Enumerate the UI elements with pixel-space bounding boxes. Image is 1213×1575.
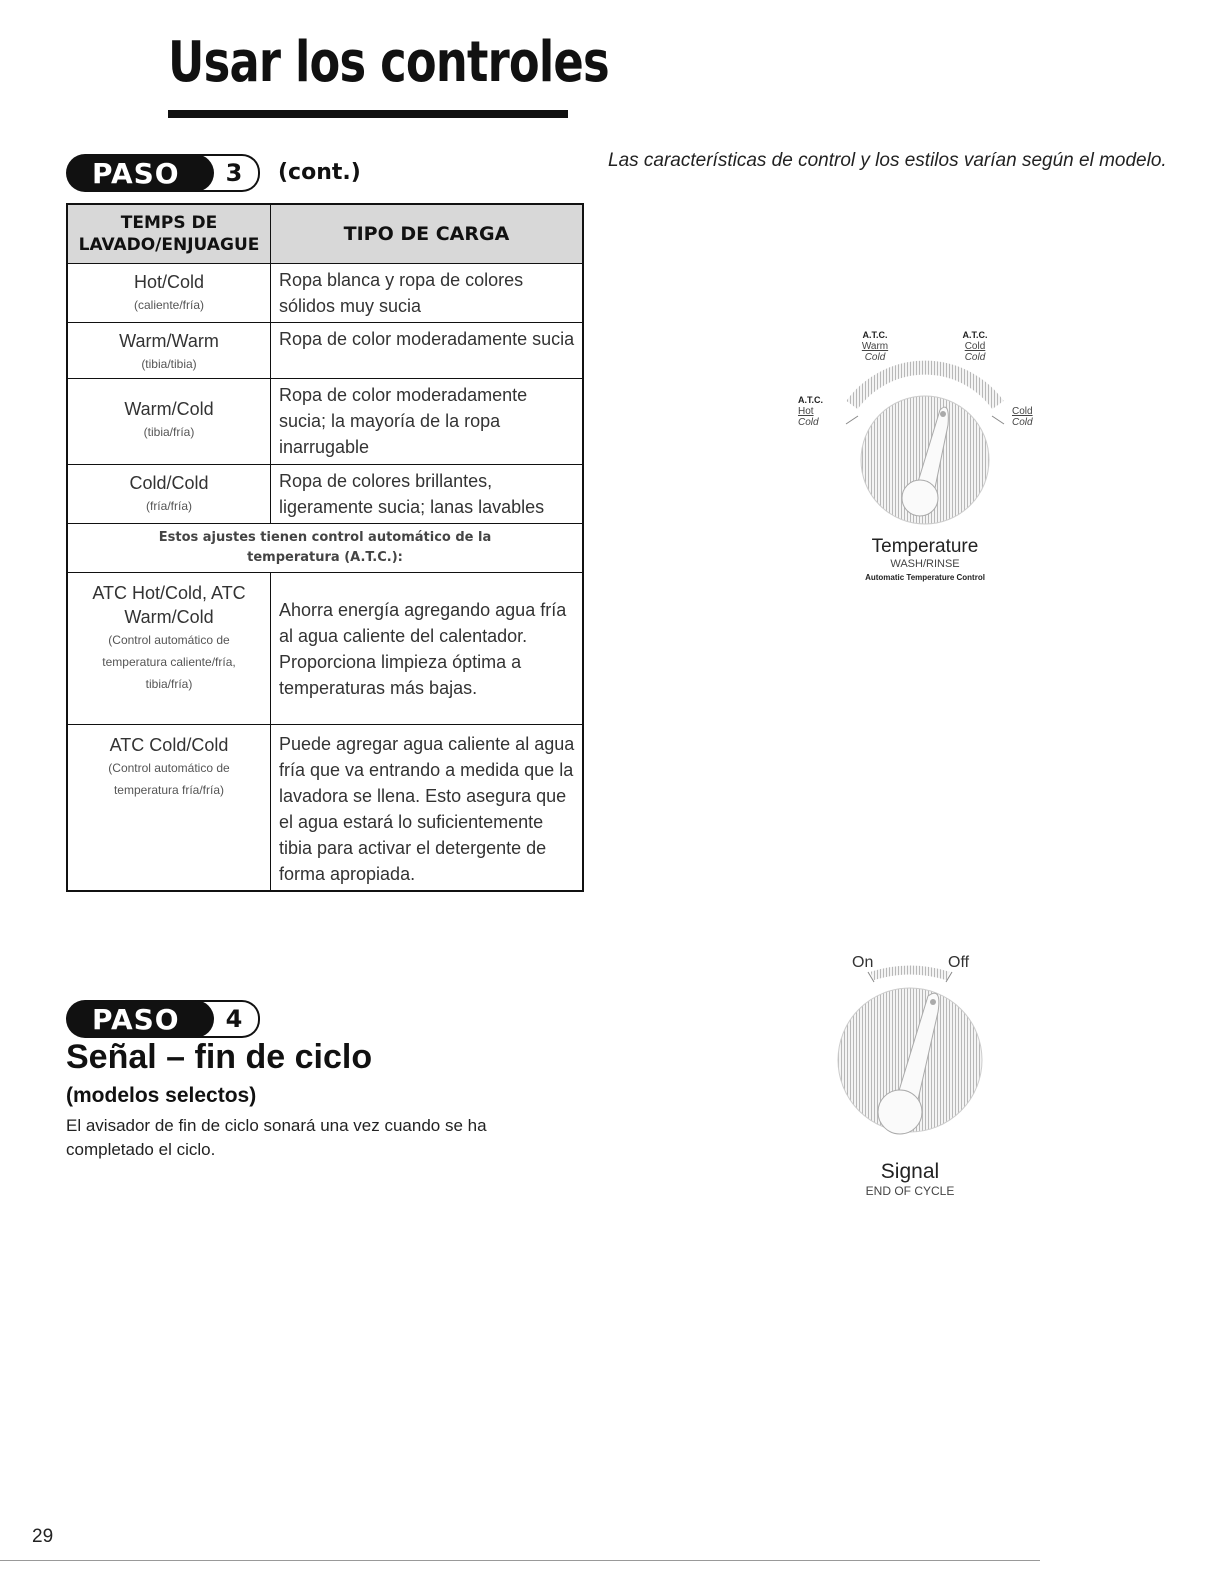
signal-dial [820, 950, 1000, 1210]
load-description: Ropa de color moderadamente sucia [271, 323, 584, 379]
temp-translation: (tibia/fría) [143, 425, 195, 439]
load-description: Puede agregar agua caliente al agua fría que va entrando a medida que la lavadora se llena. Esto asegura que el agua estará lo suficientemente tibia para activar el detergente de forma apropiada. [271, 725, 584, 892]
temperature-knob-icon [790, 330, 1060, 540]
page-title: Usar los controles [168, 30, 609, 95]
paso-4-badge [66, 1000, 260, 1038]
signal-subtitle: END OF CYCLE [865, 1184, 955, 1198]
title-rule [168, 110, 568, 118]
signal-title: Signal [880, 1160, 940, 1183]
section-subtitle: (modelos selectos) [66, 1084, 257, 1107]
paso-label: PASO [66, 1000, 200, 1038]
header-temps: TEMPS DE LAVADO/ENJUAGUE [67, 204, 271, 264]
dial-caption: Automatic Temperature Control [865, 573, 985, 582]
signal-on-label: On [852, 954, 874, 971]
temp-translation: (Control automático de temperatura caliente/fría, tibia/fría) [102, 633, 236, 691]
section-title: Señal – fin de ciclo [66, 1038, 373, 1076]
temp-translation: (tibia/tibia) [141, 357, 197, 371]
table-row [67, 725, 583, 892]
atc-note-row [67, 524, 583, 573]
paso-3-cont: (cont.) [278, 160, 361, 185]
bottom-rule [0, 1560, 1040, 1561]
temp-translation: (Control automático de temperatura fría/fría) [108, 761, 230, 797]
temperature-dial [790, 330, 1060, 600]
paso-number: 4 [200, 1000, 261, 1038]
load-description: Ropa de colores brillantes, ligeramente sucia; lanas lavables [271, 465, 584, 524]
temp-setting: ATC Cold/Cold [109, 735, 229, 755]
temp-setting: ATC Hot/Cold, ATC Warm/Cold [92, 583, 246, 627]
table-row [67, 379, 583, 465]
model-note: Las características de control y los estilos varían según el modelo. [608, 150, 1167, 171]
signal-off-label: Off [948, 954, 970, 971]
dial-label-right-cold: Cold Cold [1012, 406, 1033, 428]
dial-label-warm-cold: A.T.C. Warm Cold [861, 330, 889, 363]
signal-knob-icon [820, 950, 1000, 1160]
table-row [67, 573, 583, 725]
temp-translation: (fría/fría) [145, 499, 192, 513]
table-row [67, 264, 583, 323]
temp-setting: Cold/Cold [129, 473, 209, 493]
table-row [67, 465, 583, 524]
paso-number: 3 [200, 154, 261, 192]
header-load-type: TIPO DE CARGA [271, 204, 584, 264]
load-description: Ahorra energía agregando agua fría al agua caliente del calentador. Proporciona limpieza óptima a temperaturas más bajas. [271, 573, 584, 725]
atc-note: Estos ajustes tienen control automático de la temperatura (A.T.C.): [67, 524, 583, 573]
dial-title: Temperature [871, 536, 979, 557]
temp-setting: Warm/Warm [119, 331, 219, 351]
load-description: Ropa de color moderadamente sucia; la mayoría de la ropa inarrugable [271, 379, 584, 465]
dial-label-cold-cold: A.T.C. Cold Cold [962, 330, 988, 363]
dial-label-hot-cold: A.T.C. Hot Cold [798, 395, 824, 428]
load-description: Ropa blanca y ropa de colores sólidos muy sucia [271, 264, 584, 323]
table-row [67, 323, 583, 379]
temp-setting: Warm/Cold [124, 399, 214, 419]
dial-subtitle: WASH/RINSE [890, 558, 960, 570]
page-number: 29 [32, 1526, 54, 1547]
temp-translation: (caliente/fría) [133, 298, 205, 312]
paso-3-badge [66, 154, 260, 192]
wash-temperature-table [66, 203, 584, 892]
temp-setting: Hot/Cold [133, 272, 205, 292]
section-body: El avisador de fin de ciclo sonará una vez cuando se ha completado el ciclo. [66, 1116, 487, 1159]
paso-label: PASO [66, 154, 200, 192]
